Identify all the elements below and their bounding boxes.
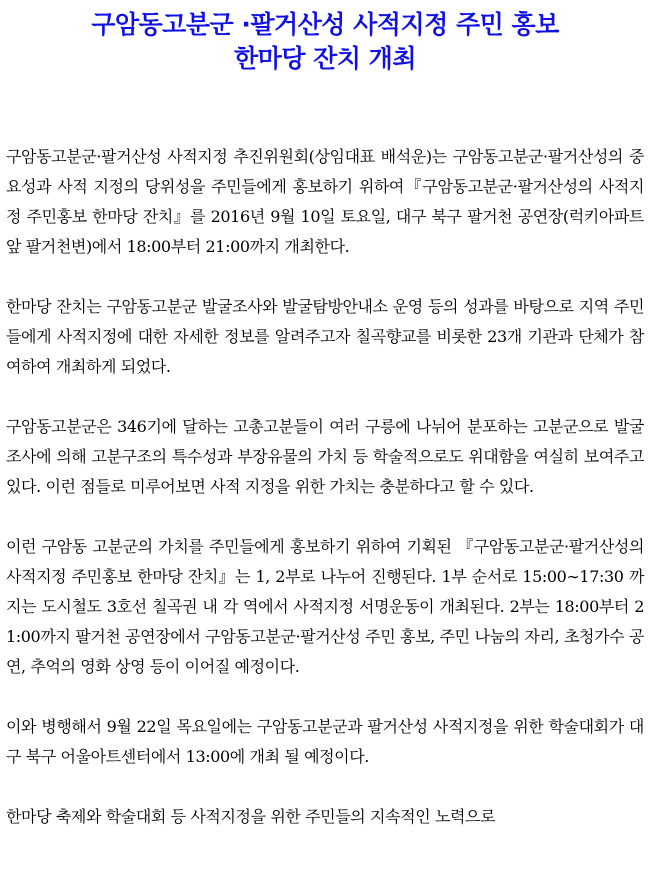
headline-line-1: 구암동고분군 ·팔거산성 사적지정 주민 홍보 (91, 10, 559, 39)
article-body (6, 142, 644, 862)
paragraph-6: 한마당 축제와 학술대회 등 사적지정을 위한 주민들의 지속적인 노력으로 (6, 807, 496, 826)
headline (0, 8, 650, 76)
headline-line-2: 한마당 잔치 개최 (234, 44, 416, 73)
paragraph-2: 한마당 잔치는 구암동고분군 발굴조사와 발굴탐방안내소 운영 등의 성과를 바탕으로 지역 주민들에게 사적지정에 대한 자세한 정보를 알려주고자 칠곡향교를 비롯한 23개 기관과 단체가 참여하여 개최하게 되었다. (6, 297, 644, 376)
paragraph-3: 구암동고분군은 346기에 달하는 고총고분들이 여러 구릉에 나뉘어 분포하는 고분군으로 발굴조사에 의해 고분구조의 특수성과 부장유물의 가치 등 학술적으로도 위대함을 여실히 보여주고 있다. 이런 점들로 미루어보면 사적 지정을 위한 가치는 충분하다고 할 수 있다. (6, 417, 644, 496)
paragraph-5: 이와 병행해서 9월 22일 목요일에는 구암동고분군과 팔거산성 사적지정을 위한 학술대회가 대구 북구 어울아트센터에서 13:00에 개최 될 예정이다. (6, 717, 644, 766)
paragraph-4: 이런 구암동 고분군의 가치를 주민들에게 홍보하기 위하여 기획된 『구암동고분군·팔거산성의 사적지정 주민홍보 한마당 잔치』는 1, 2부로 나누어 진행된다. 1부 순서로 15:00∼17:30 까지는 도시철도 3호선 칠곡권 내 각 역에서 사적지정 서명운동이 개최된다. 2부는 18:00부터 21:00까지 팔거천 공연장에서 구암동고분군·팔거산성 주민 홍보, 주민 나눔의 자리, 초청가수 공연, 추억의 영화 상영 등이 이어질 예정이다. (6, 537, 644, 676)
paragraph-1: 구암동고분군·팔거산성 사적지정 추진위원회(상임대표 배석운)는 구암동고분군·팔거산성의 중요성과 사적 지정의 당위성을 주민들에게 홍보하기 위하여『구암동고분군·팔거산성의 사적지정 주민홍보 한마당 잔치』를 2016년 9월 10일 토요일, 대구 북구 팔거천 공연장(럭키아파트 앞 팔거천변)에서 18:00부터 21:00까지 개최한다. (6, 147, 644, 256)
